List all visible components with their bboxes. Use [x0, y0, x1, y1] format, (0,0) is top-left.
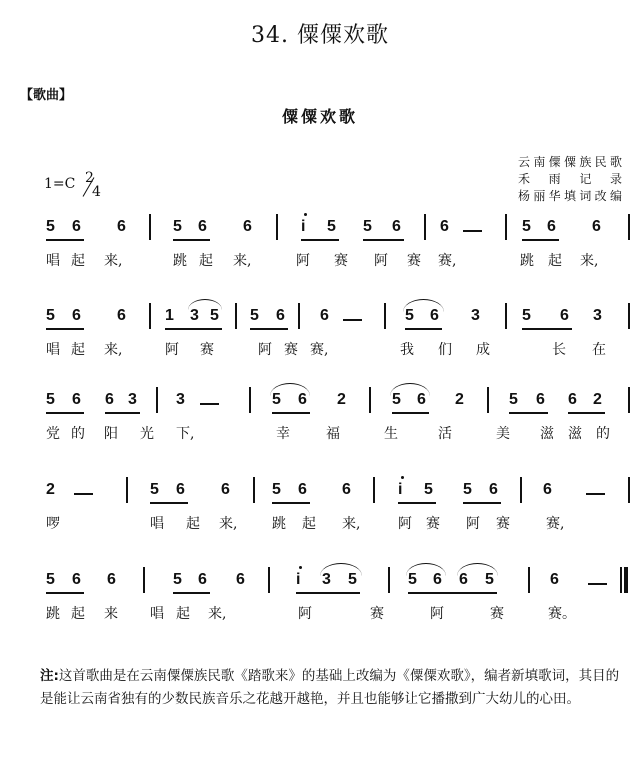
score-note: 2	[337, 391, 346, 408]
lyric-syllable: 美	[496, 426, 510, 442]
bar-line	[143, 567, 145, 593]
score-note: 6	[221, 481, 230, 498]
bar-line	[628, 477, 630, 503]
score-note: 6	[72, 218, 81, 235]
score-note: 5	[392, 391, 401, 408]
lyric-syllable: 福	[326, 426, 340, 442]
credit-line: 禾 雨 记 录	[518, 172, 622, 186]
lyric-syllable: 阿	[398, 516, 412, 532]
score-note: 6	[298, 391, 307, 408]
bar-line	[369, 387, 371, 413]
score-note: 6	[320, 307, 329, 324]
slur-tie	[270, 383, 310, 396]
lyric-syllable: 起	[71, 606, 85, 622]
bar-line	[253, 477, 255, 503]
score-note: 6	[547, 218, 556, 235]
score-note: 3	[190, 307, 199, 324]
bar-line	[298, 303, 300, 329]
high-octave-dot	[304, 213, 307, 216]
score-note: 5	[46, 571, 55, 588]
eighth-note-underline	[522, 328, 572, 330]
final-bar-line	[624, 567, 628, 593]
score-note: i	[301, 218, 306, 235]
slur-tie	[403, 299, 444, 312]
time-denominator: 4	[92, 184, 101, 200]
score-note: 6	[298, 481, 307, 498]
lyric-syllable: 在	[592, 342, 606, 358]
score-note: 3	[128, 391, 137, 408]
lyric-syllable: 阳	[104, 426, 118, 442]
eighth-note-underline	[463, 502, 501, 504]
bar-line	[276, 214, 278, 240]
score-note: 3	[322, 571, 331, 588]
score-note: 6	[198, 571, 207, 588]
lyric-syllable: 活	[438, 426, 452, 442]
score-note: 6	[72, 571, 81, 588]
eighth-note-underline	[165, 328, 222, 330]
score-note: 6	[198, 218, 207, 235]
eighth-note-underline	[272, 502, 310, 504]
slur-tie	[188, 299, 222, 310]
eighth-note-underline	[46, 592, 84, 594]
sustain-dash	[463, 230, 482, 232]
lyric-syllable: 唱	[46, 342, 60, 358]
score-note: 6	[276, 307, 285, 324]
score-note: 5	[250, 307, 259, 324]
bar-line	[268, 567, 270, 593]
bar-line	[388, 567, 390, 593]
eighth-note-underline	[509, 412, 548, 414]
score-note: 5	[463, 481, 472, 498]
lyric-syllable: 啰	[46, 516, 60, 532]
credit-line: 杨丽华填词改编	[518, 189, 622, 203]
eighth-note-underline	[173, 592, 210, 594]
song-credits	[518, 154, 622, 205]
score-note: 3	[593, 307, 602, 324]
lyric-syllable: 来,	[208, 606, 227, 622]
eighth-note-underline	[363, 239, 404, 241]
score-note: 6	[105, 391, 114, 408]
score-note: 5	[272, 391, 281, 408]
score-note: 5	[522, 218, 531, 235]
score-note: 5	[424, 481, 433, 498]
eighth-note-underline	[301, 239, 339, 241]
lyric-syllable: 赛	[490, 606, 504, 622]
lyric-syllable: 起	[186, 516, 200, 532]
score-note: 2	[46, 481, 55, 498]
eighth-note-underline	[105, 412, 140, 414]
eighth-note-underline	[405, 328, 442, 330]
eighth-note-underline	[150, 502, 188, 504]
score-note: 6	[489, 481, 498, 498]
score-note: 5	[327, 218, 336, 235]
score-note: 5	[348, 571, 357, 588]
score-note: 6	[243, 218, 252, 235]
lyric-syllable: 滋	[540, 426, 554, 442]
category-label: 【歌曲】	[20, 88, 73, 103]
lyric-syllable: 来,	[104, 342, 123, 358]
lyric-syllable: 起	[176, 606, 190, 622]
lyric-syllable: 赛	[200, 342, 214, 358]
score-note: i	[398, 481, 403, 498]
score-note: 5	[509, 391, 518, 408]
score-note: 1	[165, 307, 174, 324]
bar-line	[373, 477, 375, 503]
bar-line	[424, 214, 426, 240]
lyric-syllable: 跳	[272, 516, 286, 532]
bar-line	[487, 387, 489, 413]
footnote-label: 注:	[40, 668, 59, 684]
eighth-note-underline	[250, 328, 288, 330]
lyric-syllable: 来	[104, 606, 118, 622]
lyric-syllable: 赛,	[438, 253, 457, 269]
sustain-dash	[74, 493, 93, 495]
eighth-note-underline	[46, 239, 84, 241]
eighth-note-underline	[392, 412, 429, 414]
bar-line	[249, 387, 251, 413]
score-note: 2	[455, 391, 464, 408]
lyric-syllable: 来,	[580, 253, 599, 269]
lyric-syllable: 赛	[334, 253, 348, 269]
lyric-syllable: 来,	[104, 253, 123, 269]
time-numerator: 2	[85, 170, 94, 186]
lyric-syllable: 滋	[568, 426, 582, 442]
bar-line	[505, 303, 507, 329]
eighth-note-underline	[408, 592, 497, 594]
lyric-syllable: 唱	[46, 253, 60, 269]
bar-line	[235, 303, 237, 329]
score-note: 5	[485, 571, 494, 588]
score-note: 6	[430, 307, 439, 324]
lyric-syllable: 唱	[150, 516, 164, 532]
score-note: 6	[117, 307, 126, 324]
sustain-dash	[200, 403, 219, 405]
score-note: 6	[543, 481, 552, 498]
lyric-syllable: 的	[71, 426, 85, 442]
lyric-syllable: 幸	[276, 426, 290, 442]
score-note: 5	[210, 307, 219, 324]
score-note: 6	[568, 391, 577, 408]
score-note: 5	[272, 481, 281, 498]
lyric-syllable: 赛	[284, 342, 298, 358]
score-note: 6	[107, 571, 116, 588]
eighth-note-underline	[46, 412, 84, 414]
lyric-syllable: 来,	[219, 516, 238, 532]
score-note: 5	[46, 307, 55, 324]
credit-line: 云南僳僳族民歌	[518, 155, 622, 169]
score-note: 5	[408, 571, 417, 588]
lyric-syllable: 赛	[496, 516, 510, 532]
score-note: 6	[117, 218, 126, 235]
sustain-dash	[586, 493, 605, 495]
score-note: 6	[392, 218, 401, 235]
lyric-syllable: 党	[46, 426, 60, 442]
score-note: 2	[593, 391, 602, 408]
score-note: 3	[471, 307, 480, 324]
score-note: 6	[459, 571, 468, 588]
sustain-dash	[588, 583, 607, 585]
score-note: 5	[150, 481, 159, 498]
lyric-syllable: 赛,	[310, 342, 329, 358]
lyric-syllable: 赛	[426, 516, 440, 532]
lyric-syllable: 我	[400, 342, 414, 358]
lyric-syllable: 赛	[407, 253, 421, 269]
score-note: 5	[173, 218, 182, 235]
lyric-syllable: 起	[71, 253, 85, 269]
lyric-syllable: 起	[548, 253, 562, 269]
bar-line	[628, 303, 630, 329]
lyric-syllable: 赛	[370, 606, 384, 622]
bar-line	[384, 303, 386, 329]
bar-line	[156, 387, 158, 413]
lyric-syllable: 光	[140, 426, 154, 442]
bar-line	[528, 567, 530, 593]
bar-line	[149, 214, 151, 240]
score-note: 6	[417, 391, 426, 408]
eighth-note-underline	[296, 592, 360, 594]
score-note: 6	[433, 571, 442, 588]
slur-tie	[390, 383, 430, 396]
eighth-note-underline	[568, 412, 605, 414]
high-octave-dot	[401, 476, 404, 479]
score-note: 5	[173, 571, 182, 588]
lyric-syllable: 阿	[298, 606, 312, 622]
lyric-syllable: 阿	[258, 342, 272, 358]
sustain-dash	[343, 319, 362, 321]
score-note: 6	[236, 571, 245, 588]
bar-line	[520, 477, 522, 503]
lyric-syllable: 跳	[520, 253, 534, 269]
score-note: 6	[176, 481, 185, 498]
lyric-syllable: 来,	[342, 516, 361, 532]
footnote-text: 这首歌曲是在云南僳僳族民歌《踏歌来》的基础上改编为《僳僳欢歌》，编者新填歌词，其目的是能让云南省独有的少数民族音乐之花越开越艳，并且也能够让它播撒到广大幼儿的心田。	[40, 668, 620, 707]
lyric-syllable: 长	[552, 342, 566, 358]
score-note: 5	[405, 307, 414, 324]
score-note: 5	[46, 391, 55, 408]
score-note: 6	[440, 218, 449, 235]
high-octave-dot	[299, 566, 302, 569]
slur-tie	[320, 563, 362, 576]
lyric-syllable: 起	[71, 342, 85, 358]
lyric-syllable: 阿	[165, 342, 179, 358]
lyric-syllable: 起	[302, 516, 316, 532]
score-note: 5	[363, 218, 372, 235]
score-note: i	[296, 571, 301, 588]
score-note: 6	[72, 391, 81, 408]
score-note: 6	[592, 218, 601, 235]
slur-tie	[457, 563, 498, 576]
lyric-syllable: 生	[384, 426, 398, 442]
score-note: 6	[560, 307, 569, 324]
score-note: 5	[46, 218, 55, 235]
lyric-syllable: 阿	[466, 516, 480, 532]
lyric-syllable: 们	[438, 342, 452, 358]
bar-line	[628, 214, 630, 240]
eighth-note-underline	[398, 502, 436, 504]
lyric-syllable: 唱	[150, 606, 164, 622]
lyric-syllable: 跳	[46, 606, 60, 622]
eighth-note-underline	[522, 239, 559, 241]
lyric-syllable: 来,	[233, 253, 252, 269]
lyric-syllable: 赛,	[546, 516, 565, 532]
bar-line	[126, 477, 128, 503]
score-note: 6	[72, 307, 81, 324]
lyric-syllable: 阿	[374, 253, 388, 269]
lyric-syllable: 阿	[296, 253, 310, 269]
lyric-syllable: 成	[476, 342, 490, 358]
eighth-note-underline	[272, 412, 310, 414]
score-note: 3	[176, 391, 185, 408]
slur-tie	[406, 563, 446, 576]
bar-line	[149, 303, 151, 329]
lyric-syllable: 阿	[430, 606, 444, 622]
key-signature: 1=C	[44, 176, 76, 192]
footnote	[40, 665, 620, 711]
time-signature	[82, 170, 104, 204]
lyric-syllable: 下,	[176, 426, 195, 442]
eighth-note-underline	[46, 328, 84, 330]
score-note: 6	[550, 571, 559, 588]
lyric-syllable: 起	[199, 253, 213, 269]
bar-line	[620, 567, 622, 593]
lyric-syllable: 跳	[173, 253, 187, 269]
eighth-note-underline	[173, 239, 210, 241]
song-title: 僳僳欢歌	[281, 107, 358, 126]
bar-line	[628, 387, 630, 413]
page-title: 34. 僳僳欢歌	[251, 23, 389, 48]
lyric-syllable: 赛。	[548, 606, 576, 622]
score-note: 6	[342, 481, 351, 498]
score-note: 6	[536, 391, 545, 408]
bar-line	[505, 214, 507, 240]
lyric-syllable: 的	[596, 426, 610, 442]
score-note: 5	[522, 307, 531, 324]
